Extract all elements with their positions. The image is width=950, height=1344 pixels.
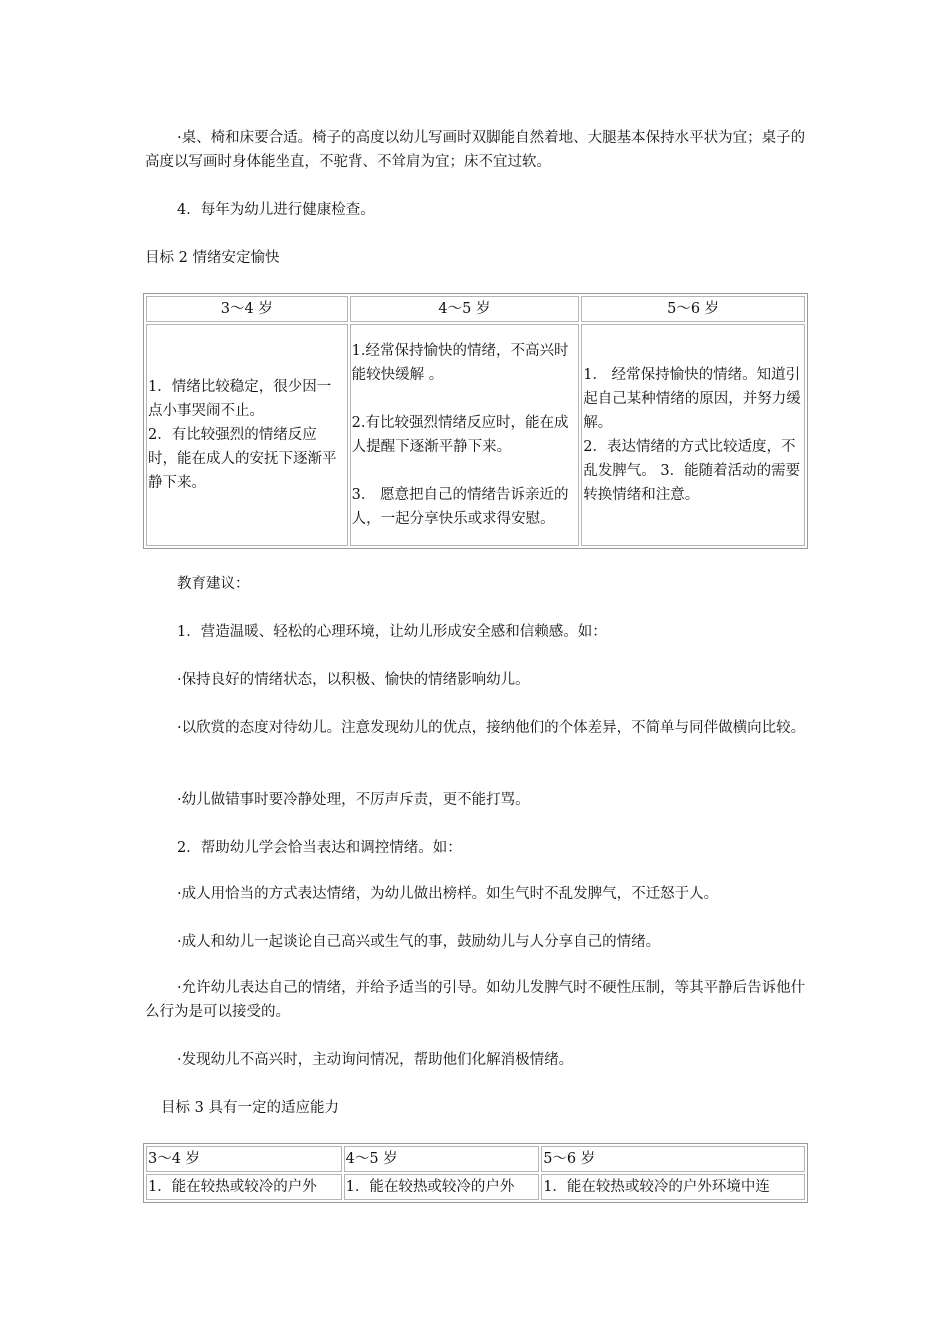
table-header-cell: 3～4 岁 [146, 296, 348, 322]
advice-item: ·以欣赏的态度对待幼儿。注意发现幼儿的优点，接纳他们的个体差异，不简单与同伴做横向比较。 [177, 720, 806, 736]
advice-heading: 教育建议： [177, 576, 250, 592]
cell-item: 1．情绪比较稳定，很少因一点小事哭闹不止。 [148, 379, 332, 419]
advice-item: ·允许幼儿表达自己的情绪，并给予适当的引导。如幼儿发脾气时不硬性压制，等其平静后告诉他什么行为是可以接受的。 [145, 980, 806, 1020]
advice-item: ·发现幼儿不高兴时，主动询问情况，帮助他们化解消极情绪。 [177, 1052, 574, 1068]
goal2-heading: 目标 2 情绪安定愉快 [145, 250, 280, 266]
table-cell-age-5-6 [581, 324, 805, 546]
advice-item: ·幼儿做错事时要冷静处理，不厉声斥责，更不能打骂。 [177, 792, 530, 808]
table-cell-age-5-6: 1．能在较热或较冷的户外环境中连 [541, 1174, 805, 1200]
paragraph-furniture: ·桌、椅和床要合适。椅子的高度以幼儿写画时双脚能自然着地、大腿基本保持水平状为宜；桌子的高度以写画时身体能坐直，不驼背、不耸肩为宜；床不宜过软。 [145, 130, 806, 170]
goal3-heading: 目标 3 具有一定的适应能力 [161, 1100, 339, 1116]
table-header-cell: 4～5 岁 [350, 296, 580, 322]
cell-item: 2.有比较强烈情绪反应时，能在成人提醒下逐渐平静下来。 [351, 415, 569, 455]
cell-item: 1． 经常保持愉快的情绪。知道引起自己某种情绪的原因，并努力缓解。 [583, 367, 801, 431]
table-header-cell: 3～4 岁 [146, 1146, 342, 1172]
cell-item: 1.经常保持愉快的情绪，不高兴时能较快缓解 。 [351, 343, 569, 383]
table-header-cell: 5～6 岁 [541, 1146, 805, 1172]
advice-item: ·保持良好的情绪状态，以积极、愉快的情绪影响幼儿。 [177, 672, 530, 688]
paragraph-health-checkup: 4．每年为幼儿进行健康检查。 [177, 202, 375, 218]
goal2-age-table [143, 293, 808, 549]
table-cell-age-3-4: 1．能在较热或较冷的户外 [146, 1174, 342, 1200]
advice-item: 2．帮助幼儿学会恰当表达和调控情绪。如： [177, 840, 462, 856]
cell-item: 2．有比较强烈的情绪反应时，能在成人的安抚下逐渐平静下来。 [148, 427, 337, 491]
table-cell-age-4-5 [350, 324, 580, 546]
advice-item: 1．营造温暖、轻松的心理环境，让幼儿形成安全感和信赖感。如： [177, 624, 607, 640]
table-cell-age-3-4 [146, 324, 348, 546]
advice-item: ·成人用恰当的方式表达情绪，为幼儿做出榜样。如生气时不乱发脾气，不迁怒于人。 [177, 886, 719, 902]
table-cell-age-4-5: 1．能在较热或较冷的户外 [344, 1174, 540, 1200]
goal3-age-table [143, 1143, 808, 1203]
table-header-cell: 4～5 岁 [344, 1146, 540, 1172]
cell-item: 2．表达情绪的方式比较适度，不乱发脾气。 3．能随着活动的需要转换情绪和注意。 [583, 439, 801, 503]
advice-item: ·成人和幼儿一起谈论自己高兴或生气的事，鼓励幼儿与人分享自己的情绪。 [177, 934, 661, 950]
cell-item: 3． 愿意把自己的情绪告诉亲近的人，一起分享快乐或求得安慰。 [351, 487, 569, 527]
table-header-cell: 5～6 岁 [581, 296, 805, 322]
